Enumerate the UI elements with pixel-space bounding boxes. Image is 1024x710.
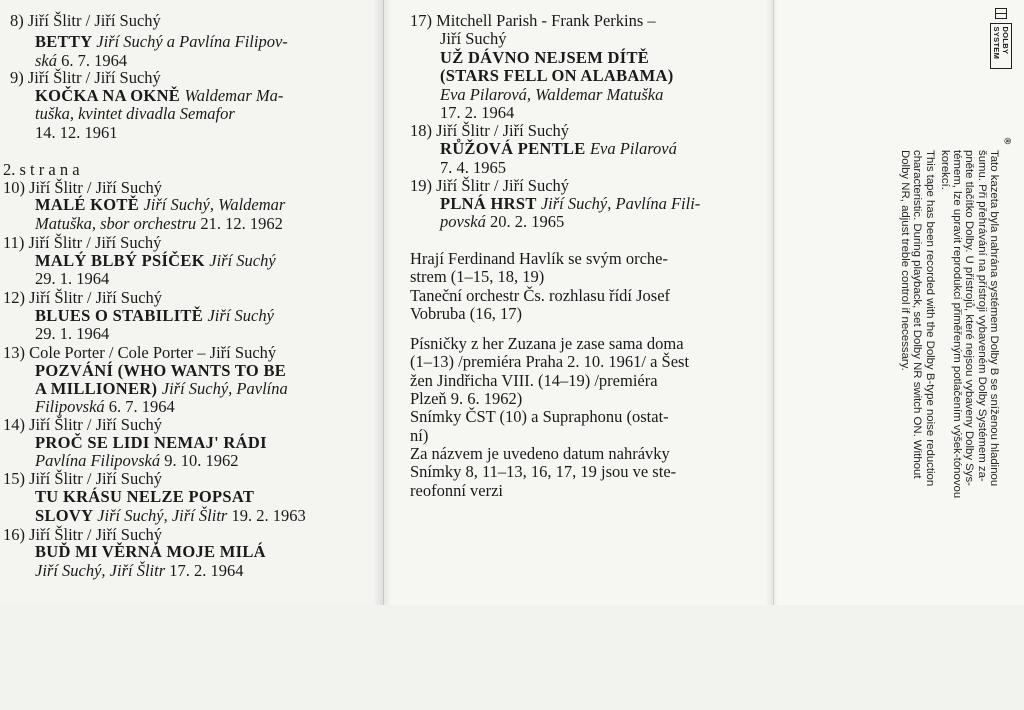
performers: Jiří Suchý, Jiří Šlitr [35, 561, 170, 580]
left-text-line: 29. 1. 1964 [35, 324, 110, 343]
middle-text-line: Snímky 8, 11–13, 16, 17, 19 jsou ve ste- [410, 462, 677, 481]
performers: Jiří Suchý [207, 306, 274, 325]
recording-date: 6. 7. 1964 [61, 51, 128, 70]
dolby-double-d-icon [995, 8, 1007, 19]
middle-text-line: (1–13) /premiéra Praha 2. 10. 1961/ a Šest [410, 352, 690, 371]
performers: Jiří Suchý, Pavlína [161, 379, 288, 398]
left-text-line: 13) Cole Porter / Cole Porter – Jiří Suchý [3, 343, 277, 362]
left-text-line [35, 398, 175, 416]
song-title: BUĎ MI VĚRNÁ MOJE MILÁ [35, 542, 266, 561]
middle-text-line: ní) [410, 426, 429, 445]
song-title: MALÝ BLBÝ PSÍČEK [35, 251, 210, 270]
left-text-line [35, 452, 238, 470]
song-title: (STARS FELL ON ALABAMA) [440, 66, 674, 85]
notice-line: korekcí. [938, 150, 951, 190]
middle-text-line [440, 195, 700, 213]
middle-text-line: Za názvem je uvedeno datum nahrávky [410, 444, 670, 463]
song-title: MALÉ KOTĚ [35, 195, 144, 214]
notice-line: pněte tlačítko Dolby. U přístrojů, které nejsou vybaveny Dolby Sys- [963, 150, 976, 486]
recording-date: 9. 10. 1962 [164, 451, 239, 470]
song-title: A MILLIONER) [35, 379, 162, 398]
middle-text-line [440, 86, 663, 104]
middle-text-line: Písničky z her Zuzana je zase sama doma [410, 334, 684, 353]
middle-text-line: 7. 4. 1965 [440, 158, 506, 177]
left-text-line [35, 215, 283, 233]
recording-date: 21. 12. 1962 [200, 214, 283, 233]
left-text-line: 16) Jiří Šlitr / Jiří Suchý [3, 525, 163, 544]
notice-line: Tato kazeta byla nahrána systémem Dolby B se sníženou hladinou [988, 150, 1000, 487]
left-text-line [35, 507, 306, 525]
song-title: PLNÁ HRST [440, 194, 541, 213]
recording-date: 20. 2. 1965 [489, 212, 565, 231]
middle-text-line: 18) Jiří Šlitr / Jiří Suchý [410, 121, 570, 140]
left-text-line [35, 488, 254, 506]
left-text-line: 14) Jiří Šlitr / Jiří Suchý [3, 415, 163, 434]
performers: Filipovská [35, 397, 109, 416]
recording-date: 19. 2. 1963 [231, 506, 306, 525]
left-text-line: 12) Jiří Šlitr / Jiří Suchý [3, 288, 163, 307]
notice-line: This tape has been recorded with the Dolby B-type noise reduction [923, 150, 936, 487]
song-title: RŮŽOVÁ PENTLE [440, 139, 590, 158]
performers: Eva Pilarová, Waldemar Matuška [440, 85, 664, 104]
performers: Jiří Suchý, Waldemar [143, 195, 286, 214]
middle-text-line: Plzeň 9. 6. 1962) [410, 389, 523, 408]
middle-text-line [440, 67, 674, 85]
middle-text-line: reofonní verzi [410, 481, 503, 500]
performers: Eva Pilarová [589, 139, 677, 158]
performers: Jiří Suchý [209, 251, 276, 270]
middle-text-line: 17. 2. 1964 [440, 103, 515, 122]
left-text-line: 10) Jiří Šlitr / Jiří Suchý [3, 178, 163, 197]
middle-text-line [440, 213, 564, 231]
left-text-line: 15) Jiří Šlitr / Jiří Suchý [3, 469, 163, 488]
song-title: POZVÁNÍ (WHO WANTS TO BE [35, 361, 287, 380]
middle-text-line [440, 140, 677, 158]
song-title: SLOVY [35, 506, 98, 525]
middle-text-line: Snímky ČST (10) a Supraphonu (ostat- [410, 407, 669, 426]
fold-shadow [373, 0, 391, 605]
song-title: KOČKA NA OKNĚ [35, 86, 185, 105]
dolby-notice [899, 150, 1000, 710]
left-text-line: 8) Jiří Šlitr / Jiří Suchý [10, 11, 161, 30]
performers: Waldemar Ma- [184, 86, 284, 105]
left-text-line [35, 380, 288, 398]
dolby-system-label: DOLBY SYSTEM [990, 23, 1012, 69]
notice-line: šumu. Při přehrávání na přístroji vybaveném Dolby Systémem za- [975, 150, 988, 482]
left-text-line [35, 33, 288, 51]
song-title: UŽ DÁVNO NEJSEM DÍTĚ [440, 48, 650, 67]
registered-mark: ® [1002, 137, 1013, 145]
left-text-line [35, 434, 267, 452]
left-text-line [35, 307, 274, 325]
left-text-line [35, 87, 283, 105]
notice-line: Dolby NR, adjust treble control if necessary. [898, 150, 911, 371]
notice-line: témem, lze upravit reprodukci přiměřeným potlačením výšek-tónovou [951, 150, 964, 499]
song-title: TU KRÁSU NELZE POPSAT [35, 487, 255, 506]
performers: ská [35, 51, 62, 70]
left-text-line: 29. 1. 1964 [35, 269, 110, 288]
left-text-line [35, 543, 266, 561]
middle-text-line: 17) Mitchell Parish - Frank Perkins – [410, 11, 656, 30]
left-text-line [35, 562, 244, 580]
recording-date: 17. 2. 1964 [169, 561, 244, 580]
left-text-line: 2. s t r a n a [3, 160, 80, 179]
middle-text-line: žen Jindřicha VIII. (14–19) /premiéra [410, 371, 658, 390]
middle-text-line: 19) Jiří Šlitr / Jiří Suchý [410, 176, 570, 195]
song-title: PROČ SE LIDI NEMAJ' RÁDI [35, 433, 267, 452]
middle-text-line: Taneční orchestr Čs. rozhlasu řídí Josef [410, 286, 671, 305]
performers: Jiří Suchý a Pavlína Filipov- [96, 32, 288, 51]
performers: Pavlína Filipovská [35, 451, 165, 470]
song-title: BLUES O STABILITĚ [35, 306, 208, 325]
middle-text-line [440, 49, 649, 67]
left-text-line [35, 196, 285, 214]
fold-shadow-right [766, 0, 778, 605]
left-text-line: 14. 12. 1961 [35, 123, 118, 142]
performers: Jiří Suchý, Jiří Šlitr [97, 506, 232, 525]
middle-text-line: strem (1–15, 18, 19) [410, 267, 545, 286]
recording-date: 6. 7. 1964 [108, 397, 175, 416]
song-title: BETTY [35, 32, 97, 51]
performers: povská [440, 212, 490, 231]
middle-text-line: Vobruba (16, 17) [410, 304, 522, 323]
left-text-line [35, 362, 286, 380]
performers: tuška, kvintet divadla Semafor [35, 104, 235, 123]
performers: Jiří Suchý, Pavlína Fili- [540, 194, 701, 213]
left-text-line [35, 105, 235, 123]
left-text-line: 11) Jiří Šlitr / Jiří Suchý [3, 233, 162, 252]
middle-text-line: Hrají Ferdinand Havlík se svým orche- [410, 249, 668, 268]
notice-line: characteristic. During playback, set Dolby NR switch ON. Without [911, 150, 924, 479]
left-text-line [35, 252, 276, 270]
left-text-line: 9) Jiří Šlitr / Jiří Suchý [10, 68, 161, 87]
performers: Matuška, sbor orchestru [35, 214, 201, 233]
dolby-logo [990, 8, 1012, 69]
middle-text-line: Jiří Suchý [440, 29, 507, 48]
